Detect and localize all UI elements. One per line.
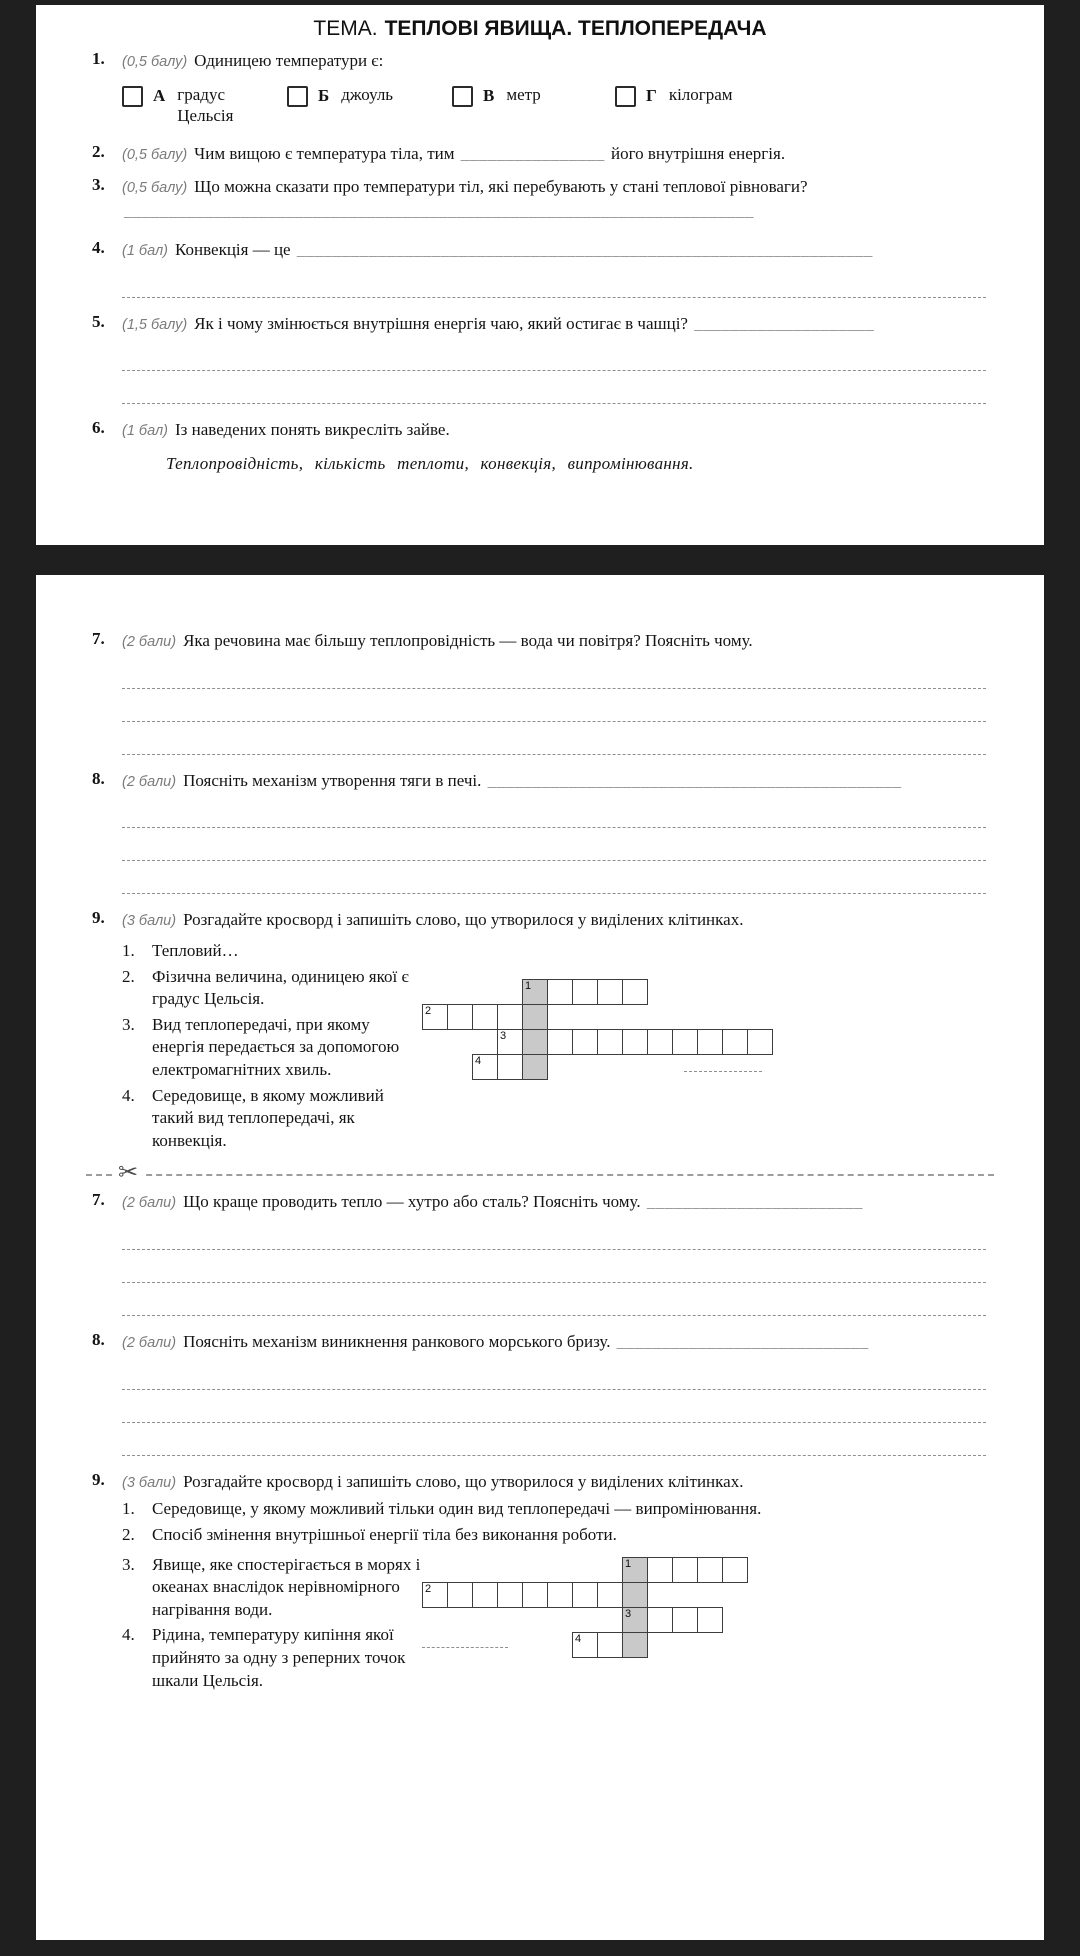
clue-text: Спосіб змінення внутрішньої енергії тіла без виконання роботи.: [152, 1524, 617, 1544]
answer-line[interactable]: [122, 828, 986, 861]
inline-answer-blank[interactable]: ______________________________________________: [487, 770, 902, 790]
crossword-cell: [722, 1557, 748, 1583]
clue-2: [122, 966, 422, 1011]
crossword-cell: [572, 979, 598, 1005]
answer-line[interactable]: [122, 338, 986, 371]
crossword-grid-1[interactable]: [422, 979, 773, 1080]
crossword-cell: [472, 1054, 498, 1080]
crossword-cell: [622, 1582, 648, 1608]
clue-text: Фізична величина, одиницею якої є градус Цельсія.: [152, 966, 409, 1009]
question-points: (3 бали): [122, 1474, 177, 1491]
crossword-cell: [447, 1582, 473, 1608]
question-text: Конвекція — це: [175, 240, 291, 260]
crossword-cell: [522, 1054, 548, 1080]
crossword-cell: [622, 1557, 648, 1583]
checkbox-option-b[interactable]: [287, 86, 308, 107]
crossword-cell: [497, 1054, 523, 1080]
question-points: (1 бал): [122, 423, 168, 440]
clue-number: 2.: [122, 966, 135, 986]
crossword-cell: [447, 1004, 473, 1030]
question-9-v1: [36, 908, 1044, 1152]
question-points: (2 бали): [122, 773, 177, 790]
question-number: 7.: [92, 1190, 105, 1210]
clue-number: 1.: [122, 940, 135, 960]
question-points: (1 бал): [122, 243, 168, 260]
inline-answer-blank[interactable]: ____________________________: [616, 1332, 869, 1352]
question-3: [36, 175, 1044, 224]
question-6: [36, 418, 1044, 476]
answer-line[interactable]: [122, 722, 986, 755]
question-text: Із наведених понять викресліть зайве.: [175, 420, 450, 440]
option-letter: А: [153, 85, 166, 105]
option-label: метр: [506, 84, 541, 104]
crossword-cell: [697, 1557, 723, 1583]
crossword-cell: [422, 1004, 448, 1030]
worksheet-page-2: [36, 575, 1044, 1940]
worksheet-page-1: [36, 5, 1044, 545]
crossword-cell: [622, 1029, 648, 1055]
question-number: 8.: [92, 1330, 105, 1350]
crossword-cell: [572, 1632, 598, 1658]
clue-number: 3.: [122, 1014, 135, 1034]
question-text: Розгадайте кросворд і запишіть слово, що утворилося у виділених клітинках.: [183, 910, 744, 930]
question-8-v2: [36, 1330, 1044, 1456]
question-text: Яка речовина має більшу теплопровідність — вода чи повітря? Поясніть чому.: [183, 631, 753, 650]
crossword-cell: [647, 1607, 673, 1633]
question-number: 1.: [92, 49, 105, 68]
question-text: Що краще проводить тепло — хутро або сталь? Поясніть чому.: [183, 1192, 641, 1212]
title-prefix: ТЕМА.: [313, 17, 378, 40]
clue-text: Середовище, в якому можливий такий вид теплопередачі, як конвекція.: [152, 1085, 384, 1150]
crossword-cell: [697, 1029, 723, 1055]
option-v: [452, 84, 615, 127]
answer-line[interactable]: [122, 656, 986, 689]
crossword-row-number: 3: [500, 1029, 507, 1042]
crossword-cell: [647, 1557, 673, 1583]
answer-line[interactable]: [122, 371, 986, 404]
crossword-cell: [522, 1582, 548, 1608]
option-a: [122, 84, 287, 127]
variant-2-section: [36, 1190, 1044, 1692]
crossword-cell: [572, 1582, 598, 1608]
question-8-v1: [36, 769, 1044, 895]
crossword-row-number: 2: [425, 1004, 432, 1017]
crossword-row-number: 4: [575, 1632, 582, 1645]
option-label: джоуль: [341, 84, 394, 104]
question-number: 4.: [92, 238, 105, 258]
question-number: 8.: [92, 768, 105, 788]
clue-text: Тепловий…: [152, 940, 239, 960]
crossword-cell: [597, 979, 623, 1005]
crossword-cell: [672, 1557, 698, 1583]
crossword-cell: [522, 1004, 548, 1030]
question-number: 2.: [92, 142, 105, 162]
concepts-list: Теплопровідність, кількість теплоти, конвекція, випромінювання.: [166, 453, 694, 473]
crossword-cell: [522, 979, 548, 1005]
inline-answer-blank[interactable]: ________________: [460, 144, 605, 164]
question-1: [36, 49, 1044, 128]
question-number: 3.: [92, 174, 105, 194]
crossword-cell: [622, 979, 648, 1005]
variant-1-section: [36, 629, 1044, 1187]
question-points: (1,5 балу): [122, 316, 188, 333]
crossword-cell: [597, 1582, 623, 1608]
answer-line[interactable]: [122, 689, 986, 722]
answer-line[interactable]: [122, 1250, 986, 1283]
crossword-clues-v2-side: [122, 1551, 422, 1693]
inline-answer-blank[interactable]: ______________________________________________________________________: [124, 201, 754, 221]
option-label: кілограм: [668, 84, 733, 104]
clue-4: [122, 1624, 422, 1692]
question-number: 5.: [92, 311, 105, 331]
crossword-cell: [747, 1029, 773, 1055]
scissors-icon: ✂: [114, 1161, 142, 1185]
crossword-cell: [422, 1582, 448, 1608]
crossword-row-number: 4: [475, 1054, 482, 1067]
crossword-cell: [572, 1029, 598, 1055]
clue-2: [122, 1524, 986, 1547]
crossword-cell: [722, 1029, 748, 1055]
crossword-cell: [547, 979, 573, 1005]
crossword-clues-v1: [122, 937, 422, 1152]
question-points: (0,5 балу): [122, 147, 188, 164]
inline-answer-blank[interactable]: ________________________: [646, 1192, 863, 1212]
answer-line[interactable]: [122, 795, 986, 828]
question-text: Розгадайте кросворд і запишіть слово, що утворилося у виділених клітинках.: [183, 1471, 744, 1491]
question-text: Як і чому змінюється внутрішня енергія чаю, який остигає в чашці?: [194, 313, 688, 333]
clue-text: Рідина, температуру кипіння якої прийнято за одну з реперних точок шкали Цельсія.: [152, 1625, 406, 1690]
crossword-cell: [547, 1582, 573, 1608]
checkbox-option-a[interactable]: [122, 86, 143, 107]
crossword-row-number: 3: [625, 1607, 632, 1620]
crossword-cell: [697, 1607, 723, 1633]
question-number: 9.: [92, 908, 105, 928]
question-9-v2: [36, 1470, 1044, 1693]
clue-text: Середовище, у якому можливий тільки один вид теплопередачі — випромінювання.: [152, 1499, 762, 1519]
question-text: Поясніть механізм виникнення ранкового морського бризу.: [183, 1332, 611, 1352]
answer-line[interactable]: [122, 861, 986, 894]
question-4: [36, 238, 1044, 298]
clue-number: 4.: [122, 1085, 135, 1105]
question-2: [36, 142, 1044, 167]
clue-4: [122, 1085, 422, 1153]
question-5: [36, 312, 1044, 405]
options-row: [122, 84, 986, 127]
crossword-cell: [647, 1029, 673, 1055]
question-points: (2 бали): [122, 634, 177, 650]
clue-number: 1.: [122, 1499, 135, 1519]
inline-answer-blank[interactable]: ____________________: [694, 313, 875, 333]
option-g: [615, 84, 733, 127]
crossword-grid-2[interactable]: [422, 1557, 748, 1658]
crossword-cell: [622, 1607, 648, 1633]
question-number: 6.: [92, 418, 105, 438]
answer-line[interactable]: [122, 1283, 986, 1316]
crossword-cell: [472, 1582, 498, 1608]
question-points: (2 бали): [122, 1195, 177, 1212]
crossword-cell: [597, 1029, 623, 1055]
crossword-cell: [497, 1582, 523, 1608]
crossword-row-number: 2: [425, 1582, 432, 1595]
answer-line[interactable]: [122, 1390, 986, 1423]
question-number: 7.: [92, 629, 105, 648]
question-text: Поясніть механізм утворення тяги в печі.: [183, 770, 482, 790]
checkbox-option-g[interactable]: [615, 86, 636, 107]
option-letter: В: [483, 85, 495, 105]
clue-1: [122, 1498, 986, 1521]
crossword-answer-line[interactable]: [422, 1647, 508, 1648]
clue-3: [122, 1554, 422, 1622]
question-points: (0,5 балу): [122, 54, 188, 70]
clue-text: Вид теплопередачі, при якому енергія передається за допомогою електромагнітних хвиль.: [152, 1014, 400, 1079]
clue-text: Явище, яке спостерігається в морях і океанах внаслідок нерівномірного нагрівання води.: [152, 1554, 421, 1619]
crossword-clues-v2-top: [122, 1498, 986, 1546]
clue-1: [122, 940, 422, 963]
checkbox-option-v[interactable]: [452, 86, 473, 107]
question-text: Чим вищою є температура тіла, тим: [194, 144, 455, 164]
inline-answer-blank[interactable]: ________________________________________________________________: [296, 240, 873, 260]
question-7-v2: [36, 1190, 1044, 1316]
crossword-cell: [547, 1029, 573, 1055]
crossword-cell: [497, 1004, 523, 1030]
question-points: (2 бали): [122, 1335, 177, 1352]
question-text: Що можна сказати про температури тіл, які перебувають у стані теплової рівноваги?: [194, 176, 808, 196]
crossword-cell: [622, 1632, 648, 1658]
question-text: Одиницею температури є:: [194, 51, 384, 70]
crossword-cell: [472, 1004, 498, 1030]
clue-number: 4.: [122, 1625, 135, 1645]
clue-3: [122, 1014, 422, 1082]
page-title: [36, 5, 1044, 41]
crossword-row-number: 1: [525, 979, 532, 992]
question-text-after: його внутрішня енергія.: [610, 144, 786, 164]
crossword-cell: [672, 1029, 698, 1055]
option-letter: Б: [318, 85, 330, 105]
cut-line: [86, 1160, 994, 1187]
crossword-answer-line[interactable]: [684, 1071, 762, 1072]
clue-number: 3.: [122, 1554, 135, 1574]
crossword-cell: [597, 1632, 623, 1658]
option-letter: Г: [646, 85, 657, 105]
crossword-cell: [522, 1029, 548, 1055]
question-points: (3 бали): [122, 913, 177, 930]
option-label: градус Цельсія: [177, 84, 234, 125]
option-b: [287, 84, 452, 127]
answer-line[interactable]: [122, 1357, 986, 1390]
answer-line[interactable]: [122, 265, 986, 298]
title-main: ТЕПЛОВІ ЯВИЩА. ТЕПЛОПЕРЕДАЧА: [384, 17, 767, 40]
question-7-v1: [36, 629, 1044, 755]
clue-number: 2.: [122, 1524, 135, 1544]
crossword-cell: [672, 1607, 698, 1633]
question-points: (0,5 балу): [122, 179, 188, 196]
answer-line[interactable]: [122, 1423, 986, 1456]
question-number: 9.: [92, 1469, 105, 1489]
crossword-cell: [497, 1029, 523, 1055]
crossword-row-number: 1: [625, 1557, 632, 1570]
answer-line[interactable]: [122, 1217, 986, 1250]
